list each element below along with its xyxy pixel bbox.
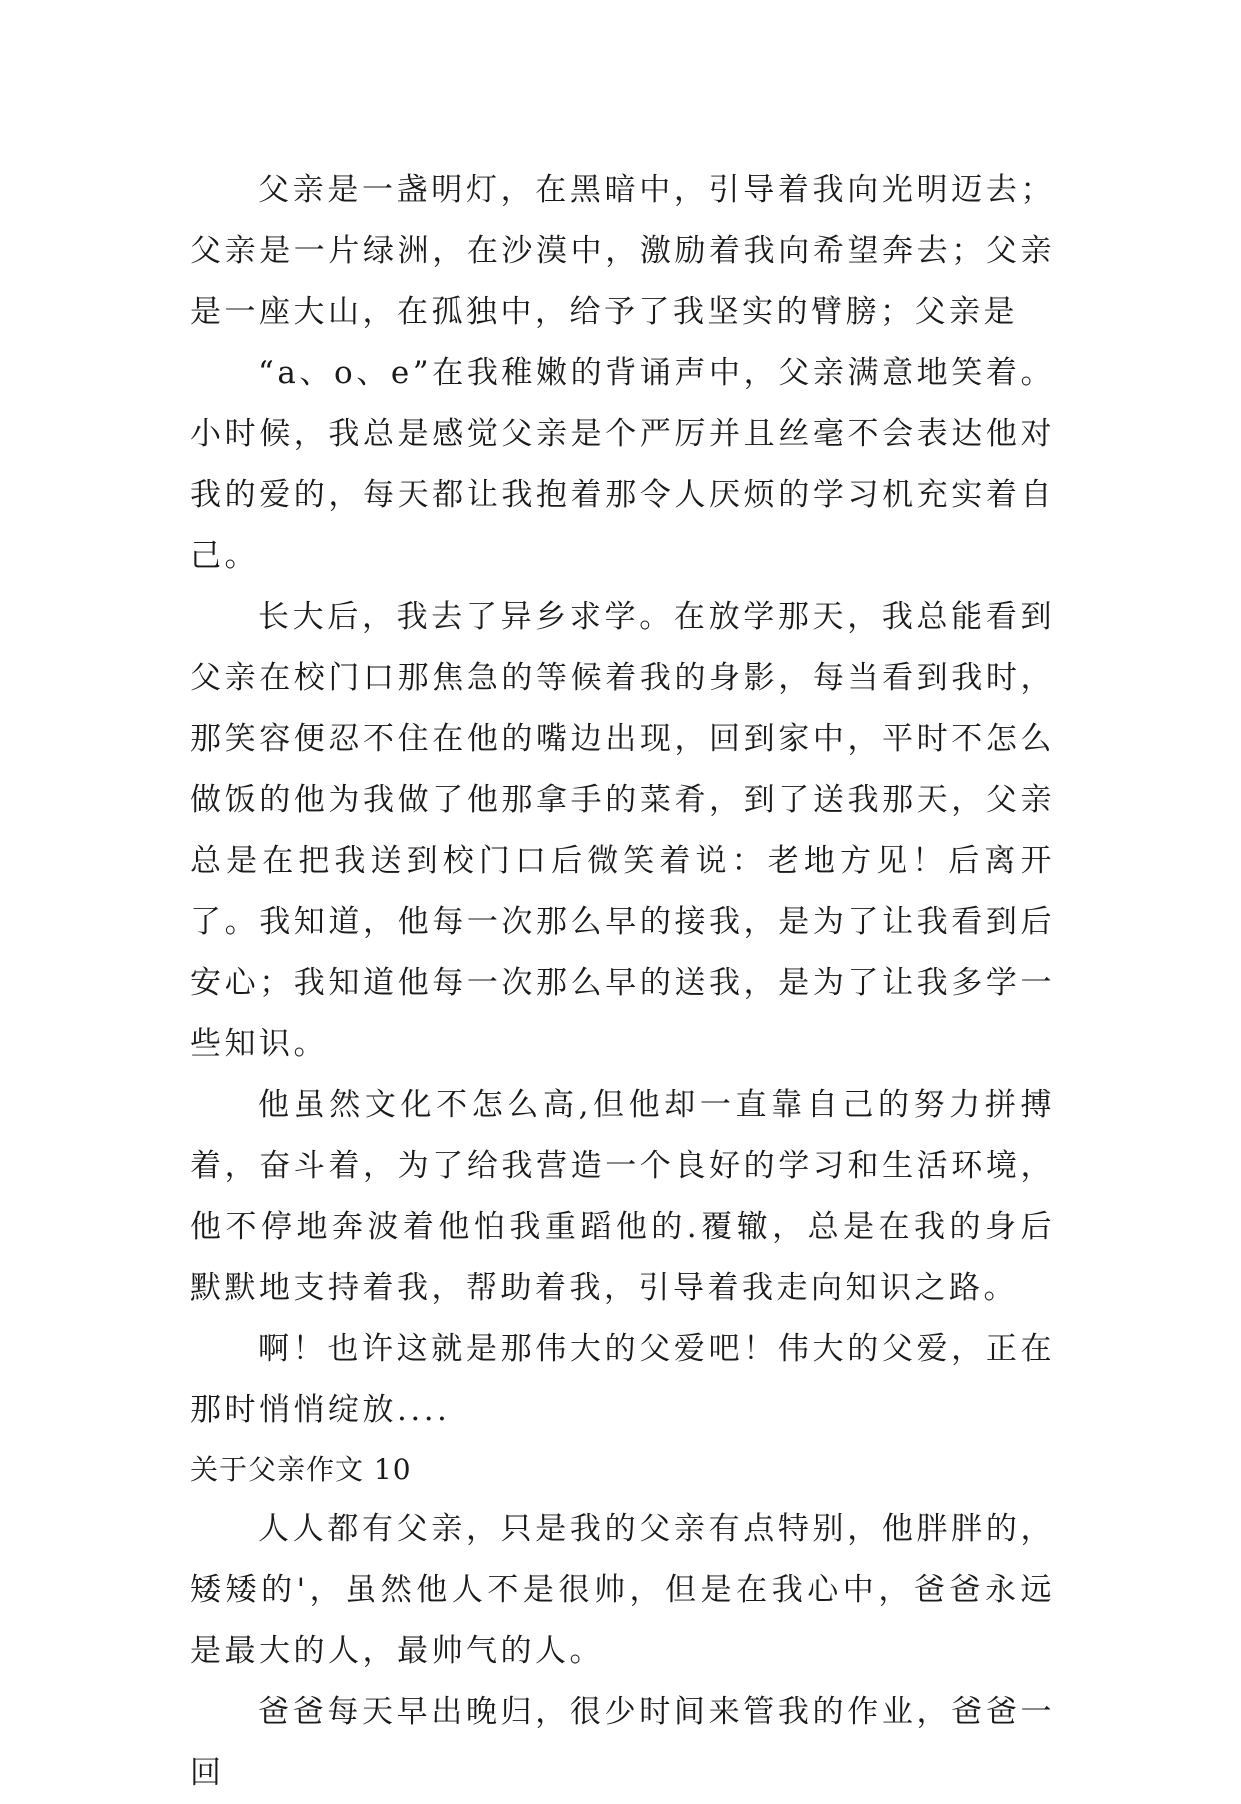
paragraph-2: “a、o、e”在我稚嫩的背诵声中，父亲满意地笑着。小时候，我总是感觉父亲是个严厉并且丝毫不会表达他对我的爱的，每天都让我抱着那令人厌烦的学习机充实着自己。 (190, 355, 1055, 574)
paragraph-6: 人人都有父亲，只是我的父亲有点特别，他胖胖的，矮矮的'，虽然他人不是很帅，但是在我心中，爸爸永远是最大的人，最帅气的人。 (190, 1511, 1055, 1669)
paragraph-7: 爸爸每天早出晚归，很少时间来管我的作业，爸爸一回 (190, 1694, 1055, 1791)
paragraph-5: 啊！也许这就是那伟大的父爱吧！伟大的父爱，正在那时悄悄绽放.... (190, 1331, 1055, 1428)
section-heading: 关于父亲作文 10 (190, 1453, 412, 1486)
paragraph-1: 父亲是一盏明灯，在黑暗中，引导着我向光明迈去；父亲是一片绿洲，在沙漠中，激励着我向希望奔去；父亲是一座大山，在孤独中，给予了我坚实的臂膀；父亲是 (190, 172, 1055, 330)
paragraph-3: 长大后，我去了异乡求学。在放学那天，我总能看到父亲在校门口那焦急的等候着我的身影，每当看到我时，那笑容便忍不住在他的嘴边出现，回到家中，平时不怎么做饭的他为我做了他那拿手的菜肴，到了送我那天，父亲总是在把我送到校门口后微笑着说：老地方见！后离开了。我知道，他每一次那么早的接我，是为了让我看到后安心；我知道他每一次那么早的送我，是为了让我多学一些知识。 (190, 599, 1055, 1062)
document-page (190, 160, 1055, 1804)
paragraph-4: 他虽然文化不怎么高,但他却一直靠自己的努力拼搏着，奋斗着，为了给我营造一个良好的学习和生活环境，他不停地奔波着他怕我重蹈他的.覆辙，总是在我的身后默默地支持着我，帮助着我，引导着我走向知识之路。 (190, 1087, 1055, 1306)
